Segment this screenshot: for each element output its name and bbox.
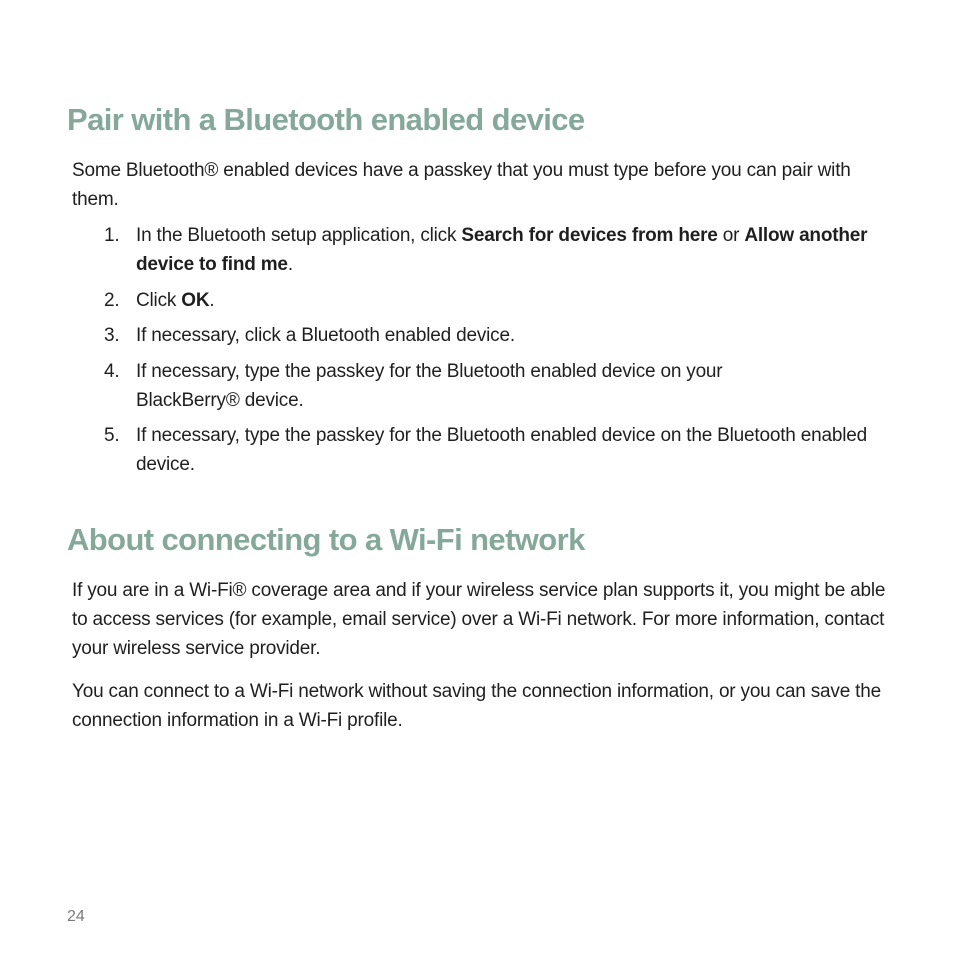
step-number: 5. (104, 425, 120, 446)
step-text (136, 286, 876, 315)
step-text: If necessary, click a Bluetooth enabled device. (136, 325, 515, 346)
step-number: 3. (104, 325, 120, 346)
page-number: 24 (67, 908, 85, 925)
step-text-part: Click (136, 290, 182, 311)
step-text-part: or (717, 225, 745, 246)
section-heading-wifi: About connecting to a Wi-Fi network (67, 522, 585, 557)
bluetooth-intro-paragraph: Some Bluetooth® enabled devices have a passkey that you must type before you can pair with them. (72, 160, 851, 210)
step-text (136, 221, 876, 279)
wifi-paragraph: If you are in a Wi-Fi® coverage area and if your wireless service plan supports it, you might be able to access services (for example, email service) over a Wi-Fi network. For more information, contact your wireless service provider. (72, 580, 886, 659)
step-bold-label: Search for devices from here (461, 225, 718, 246)
step-text-part: . (287, 254, 293, 275)
step-bold-label: OK (181, 290, 210, 311)
step-text-part: . (209, 290, 215, 311)
step-number: 4. (104, 361, 120, 382)
step-bold-label: Allow another device to find me (136, 225, 868, 275)
step-number: 2. (104, 290, 120, 311)
step-number: 1. (104, 225, 120, 246)
section-heading-bluetooth-pairing: Pair with a Bluetooth enabled device (67, 102, 585, 137)
wifi-paragraph: You can connect to a Wi-Fi network without saving the connection information, or you can save the connection information in a Wi-Fi profile. (72, 681, 881, 731)
step-text: If necessary, type the passkey for the Bluetooth enabled device on your BlackBerry® device. (136, 361, 723, 411)
step-text: If necessary, type the passkey for the Bluetooth enabled device on the Bluetooth enabled device. (136, 425, 867, 475)
step-text-part: In the Bluetooth setup application, click (136, 225, 462, 246)
